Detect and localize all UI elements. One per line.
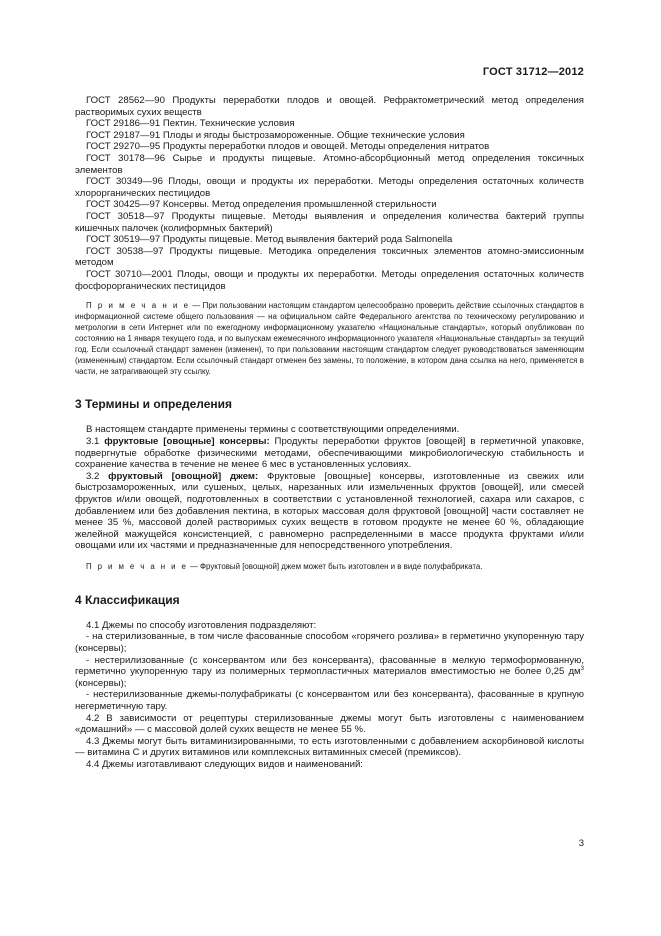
note-label: П р и м е ч а н и е xyxy=(86,301,190,311)
term-number: 3.2 xyxy=(86,470,109,482)
references-note xyxy=(75,301,584,377)
term-note xyxy=(75,562,584,573)
clause-4-2: 4.2 В зависимости от рецептуры стерилизованные джемы могут быть изготовлены с наименованием «домашний» — с массовой долей сухих веществ не менее 55 %. xyxy=(75,712,584,736)
list-item: - на стерилизованные, в том числе фасованные способом «горячего розлива» в герметично укупоренную тару (консервы); xyxy=(75,631,584,655)
page-number: 3 xyxy=(578,838,584,849)
reference-item: ГОСТ 30425—97 Консервы. Метод определения промышленной стерильности xyxy=(86,199,437,211)
reference-item: ГОСТ 29187—91 Плоды и ягоды быстрозамороженные. Общие технические условия xyxy=(86,129,465,141)
reference-item: ГОСТ 28562—90 Продукты переработки плодов и овощей. Рефрактометрический метод определения растворимых сухих веществ xyxy=(75,95,584,118)
list-item-text: - нестерилизованные (с консервантом или без консерванта), фасованные в мелкую термоформованную, герметично укупоренную тару из полимерных термопластичных материалов вместимостью не более 0,25 дм xyxy=(75,654,584,678)
section-4-title: 4 Классификация xyxy=(75,592,180,607)
superscript: 3 xyxy=(580,666,584,673)
term-name: фруктовый [овощной] джем: xyxy=(108,470,259,482)
term-3-1 xyxy=(75,436,584,471)
list-item xyxy=(75,655,584,690)
reference-item: ГОСТ 30710—2001 Плоды, овощи и продукты их переработки. Методы определения остаточных количеств фосфорорганических пестицидов xyxy=(75,268,584,292)
clause-4-3: 4.3 Джемы могут быть витаминизированными, то есть изготовленными с добавлением аскорбиновой кислоты — витамина С и других витаминов или комплексных витаминных смесей (премиксов). xyxy=(75,735,584,759)
section-3-intro: В настоящем стандарте применены термины с соответствующими определениями. xyxy=(86,424,460,436)
term-definition: Продукты переработки фруктов [овощей] в герметичной упаковке, подвергнутые обработке физическими методами, обеспечивающими микробиологическую стабильность и сохранение качества в течение не менее 6 мес в установленных условиях. xyxy=(75,436,584,471)
term-3-2 xyxy=(75,471,584,552)
reference-item: ГОСТ 30349—96 Плоды, овощи и продукты их переработки. Методы определения остаточных количеств хлорорганических пестицидов xyxy=(75,176,584,199)
note-text: — При пользовании настоящим стандартом целесообразно проверить действие ссылочных стандартов в информационной системе общего пользования — на официальном сайте Федерального агентства по техническому регулированию и метрологии в сети Интернет или по ежегодному информационному указателю «Национальные стандарты», который опубликован по состоянию на 1 января текущего года, и по выпускам ежемесячного информационного указателя «Национальные стандарты» за текущий год. Если ссылочный стандарт заменен (изменен), то при пользовании настоящим стандартом следует руководствоваться заменяющим (измененным) стандартом. Если ссылочный стандарт отменен без замены, то положение, в котором дана ссылка на него, применяется в части, не затрагивающей эту ссылку. xyxy=(75,301,584,376)
standard-code: ГОСТ 31712—2012 xyxy=(482,66,584,78)
clause-4-1: 4.1 Джемы по способу изготовления подразделяют: xyxy=(86,619,317,631)
reference-item: ГОСТ 30538—97 Продукты пищевые. Методика определения токсичных элементов атомно-эмиссионным методом xyxy=(75,245,584,269)
reference-item: ГОСТ 30518—97 Продукты пищевые. Методы выявления и определения количества бактерий группы кишечных палочек (колиформных бактерий) xyxy=(75,210,584,234)
term-number: 3.1 xyxy=(86,436,105,448)
normative-references-list xyxy=(75,95,584,292)
note-label: П р и м е ч а н и е xyxy=(86,561,188,571)
term-definition: Фруктовые [овощные] консервы, изготовленные из свежих или быстрозамороженных, или сушеных, целых, нарезанных или измельченных фруктов [овощей], или смесей фруктов и/или овощей, подготовленных в соответствии с установленной технологией, сахара или сахаров, с добавлением или без добавления пектина, в которых массовая доля фруктовой [овощной] части составляет не менее 35 %, массовой долей растворимых сухих веществ в готовом продукте не менее 60 %, обладающие желейной мажущейся консистенцией, с равномерно распределенными в массе продукта фруктами и/или овощами или их частями и предназначенные для непосредственного употребления. xyxy=(75,470,584,552)
clause-4-4: 4.4 Джемы изготавливают следующих видов и наименований: xyxy=(86,759,363,770)
reference-item: ГОСТ 29270—95 Продукты переработки плодов и овощей. Методы определения нитратов xyxy=(86,141,490,153)
reference-item: ГОСТ 29186—91 Пектин. Технические условия xyxy=(86,118,295,130)
section-3-title: 3 Термины и определения xyxy=(75,397,233,412)
reference-item: ГОСТ 30519—97 Продукты пищевые. Метод выявления бактерий рода Salmonella xyxy=(86,234,453,246)
list-item: - нестерилизованные джемы-полуфабрикаты (с консервантом или без консерванта), фасованные в крупную негерметичную тару. xyxy=(75,689,584,713)
note-text: — Фруктовый [овощной] джем может быть изготовлен и в виде полуфабриката. xyxy=(187,561,483,571)
term-name: фруктовые [овощные] консервы: xyxy=(104,436,270,448)
list-item-text: (консервы); xyxy=(75,677,127,689)
reference-item: ГОСТ 30178—96 Сырье и продукты пищевые. Атомно-абсорбционный метод определения токсичных элементов xyxy=(75,152,584,176)
page-content xyxy=(75,95,584,771)
